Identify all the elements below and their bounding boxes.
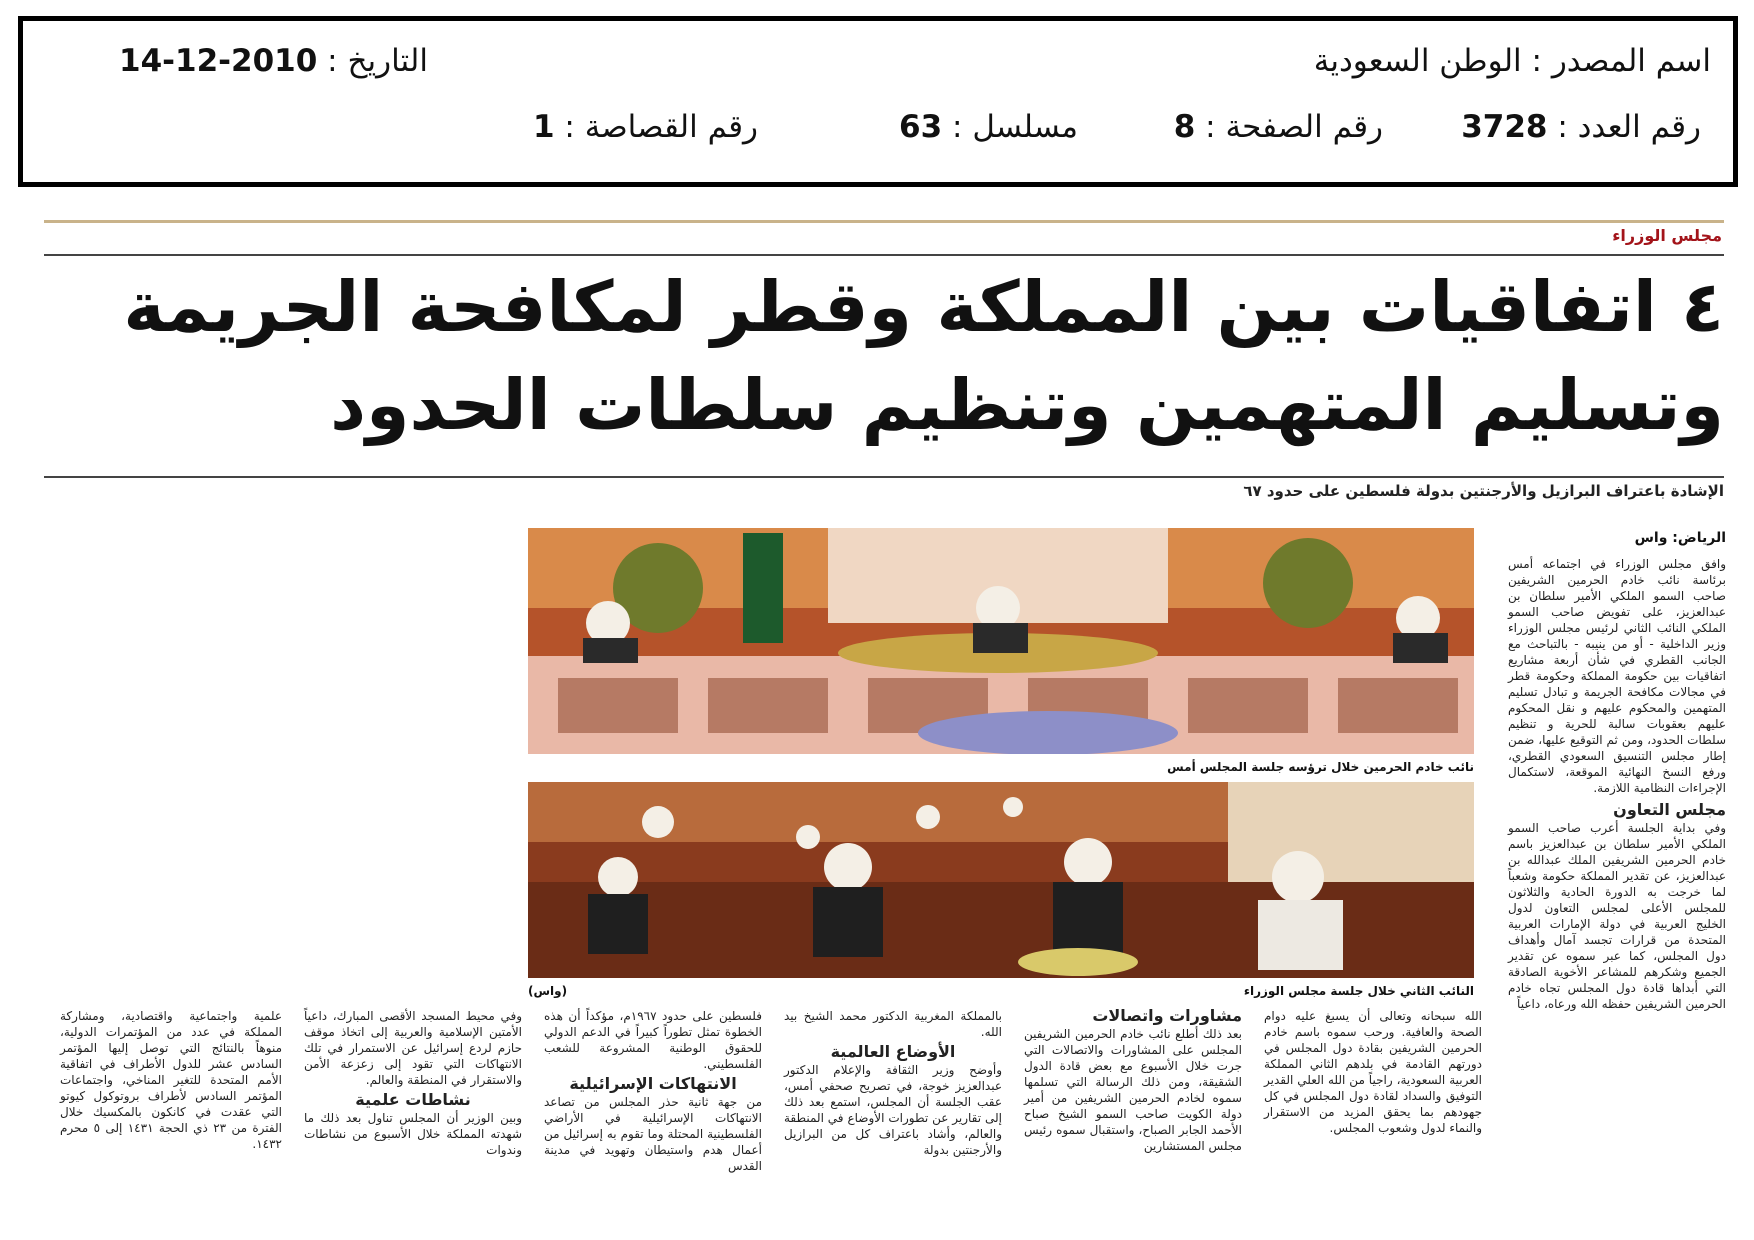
newspaper-clipping bbox=[0, 200, 1754, 1240]
article-column-6 bbox=[304, 1008, 522, 1228]
column-4-paragraph-1: بالمملكة المغربية الدكتور محمد الشيخ بيد الله. bbox=[784, 1009, 1002, 1039]
section-divider bbox=[44, 254, 1724, 256]
column-5-paragraph-1: فلسطين على حدود ١٩٦٧م، مؤكداً أن هذه الخطوة تمثل تطوراً كبيراً في الدعم الدولي للحقوق الوطنية المشروعة للشعب الفلسطيني. bbox=[544, 1009, 763, 1071]
source-value: الوطن السعودية bbox=[1313, 43, 1522, 79]
column-1-paragraph-2: وفي بداية الجلسة أعرب صاحب السمو الملكي الأمير سلطان بن عبدالعزيز باسم خادم الحرمين الشريفين الملك عبدالله بن عبدالعزيز، عن تقدير المملكة حكومة وشعباً لما خرجت به الدورة الحادية والثلاثون للمجلس الأعلى لمجلس التعاون لدول الخليج العربية في دولة الإمارات العربية المتحدة من قرارات تجسد آمال وأهداف دول المجلس، كما عبر سموه عن تقدير الجميع وشكرهم للمشاعر الأخوية الصادقة التي أبداها قادة دول المجلس تجاه خادم الحرمين الشريفين حفظه الله ورعاه، داعياً bbox=[1508, 821, 1726, 1011]
article-column-7 bbox=[60, 1008, 282, 1228]
dateline: الرياض: واس bbox=[1634, 530, 1726, 546]
subheading-gcc: مجلس التعاون bbox=[1613, 800, 1726, 819]
subheading-consultations: مشاورات واتصالات bbox=[1092, 1006, 1242, 1025]
serial-value: 63 bbox=[899, 109, 943, 145]
issue-field bbox=[1461, 109, 1701, 145]
document-header-box bbox=[18, 16, 1738, 187]
column-2-paragraph: الله سبحانه وتعالى أن يسبغ عليه دوام الصحة والعافية. ورحب سموه باسم خادم الحرمين الشريفين بقادة دول المجلس في دورتهم القادمة في بلدهم الثاني المملكة العربية السعودية، راجياً من الله العلي القدير التوفيق والسداد لقادة دول المجلس في كل جهودهم بما يحقق المزيد من الاستقرار والنماء لدول وشعوب المجلس. bbox=[1264, 1009, 1482, 1135]
column-7-paragraph: علمية واجتماعية واقتصادية، ومشاركة المملكة في عدد من المؤتمرات الدولية، منوهاً بالنتائج التي توصل إليها المؤتمر السادس عشر للدول الأطراف في اتفاقية الأمم المتحدة للتغير المناخي، واجتماعات المؤتمر السادس لأطراف بروتوكول كيوتو التي عقدت في كانكون بالمكسيك خلال الفترة من ٢٣ ذي الحجة ١٤٣١ إلى ٥ محرم ١٤٣٢. bbox=[60, 1009, 282, 1151]
column-5-paragraph-2: من جهة ثانية حذر المجلس من تصاعد الانتهاكات الإسرائيلية في الأراضي الفلسطينية المحتلة وما تقوم به إسرائيل من أعمال هدم واستيطان وتهويد في مدينة القدس bbox=[544, 1095, 762, 1173]
date-value: 2010-12-14 bbox=[119, 43, 318, 79]
issue-value: 3728 bbox=[1461, 109, 1548, 145]
headline-line-1: ٤ اتفاقيات بين المملكة وقطر لمكافحة الجريمة bbox=[123, 266, 1724, 348]
subheading-world-affairs: الأوضاع العالمية bbox=[830, 1042, 956, 1061]
serial-label: مسلسل : bbox=[952, 109, 1078, 145]
clip-value: 1 bbox=[532, 109, 555, 145]
photo-2-caption: النائب الثاني خلال جلسة مجلس الوزراء bbox=[1243, 984, 1474, 998]
date-field bbox=[119, 43, 428, 79]
column-3-paragraph: بعد ذلك أطلع نائب خادم الحرمين الشريفين المجلس على المشاورات والاتصالات التي جرت خلال الأسبوع مع بعض قادة الدول الشقيقة، ومن ذلك الرسالة التي تسلمها سموه لخادم الحرمين الشريفين من أمير دولة الكويت صاحب السمو الشيخ صباح الأحمد الجابر الصباح، واستقبال سموه رئيس مجلس المستشارين bbox=[1024, 1027, 1242, 1153]
column-6-paragraph-2: وبين الوزير أن المجلس تناول بعد ذلك ما شهدته المملكة خلال الأسبوع من نشاطات وندوات bbox=[304, 1111, 522, 1157]
headline-line-2: وتسليم المتهمين وتنظيم سلطات الحدود bbox=[330, 364, 1724, 446]
headline-divider bbox=[44, 476, 1724, 478]
photo-cabinet-session-1 bbox=[528, 528, 1474, 754]
article-column-1 bbox=[1508, 556, 1726, 1236]
page-value: 8 bbox=[1173, 109, 1196, 145]
page-field bbox=[1174, 109, 1383, 145]
issue-label: رقم العدد : bbox=[1557, 109, 1701, 145]
article-column-2 bbox=[1264, 1008, 1482, 1228]
section-label: مجلس الوزراء bbox=[1612, 226, 1722, 245]
article-column-3 bbox=[1024, 1008, 1242, 1228]
article-column-5 bbox=[544, 1008, 762, 1228]
date-label: التاريخ : bbox=[327, 43, 428, 79]
clip-label: رقم القصاصة : bbox=[564, 109, 758, 145]
subheading-scientific-activities: نشاطات علمية bbox=[355, 1090, 471, 1109]
photo-2-credit: (واس) bbox=[528, 984, 568, 998]
column-4-paragraph-2: وأوضح وزير الثقافة والإعلام الدكتور عبدالعزيز خوجة، في تصريح صحفي أمس، عقب الجلسة أن المجلس، استمع بعد ذلك إلى تقارير عن تطورات الأوضاع في المنطقة والعالم، وأشاد باعتراف كل من البرازيل والأرجنتين بدولة bbox=[784, 1063, 1002, 1157]
serial-field bbox=[899, 109, 1078, 145]
page-label: رقم الصفحة : bbox=[1205, 109, 1383, 145]
source-label: اسم المصدر : bbox=[1531, 43, 1711, 79]
photo-1-caption: نائب خادم الحرمين خلال ترؤسه جلسة المجلس أمس bbox=[1167, 760, 1474, 774]
column-6-paragraph-1: وفي محيط المسجد الأقصى المبارك، داعياً الأمتين الإسلامية والعربية إلى اتخاذ موقف حازم لردع إسرائيل عن الاستمرار في تلك الانتهاكات التي تقود إلى زعزعة الأمن والاستقرار في المنطقة والعالم. bbox=[304, 1009, 522, 1087]
source-field bbox=[1314, 43, 1711, 79]
article-column-4 bbox=[784, 1008, 1002, 1228]
subheading-israeli-violations: الانتهاكات الإسرائيلية bbox=[569, 1074, 737, 1093]
top-divider bbox=[44, 220, 1724, 223]
photo-cabinet-session-2 bbox=[528, 782, 1474, 978]
column-1-paragraph-1: وافق مجلس الوزراء في اجتماعه أمس برئاسة نائب خادم الحرمين الشريفين صاحب السمو الملكي الأمير سلطان بن عبدالعزيز، على تفويض صاحب السمو الملكي النائب الثاني لرئيس مجلس الوزراء وزير الداخلية - أو من ينيبه - بالتباحث مع الجانب القطري في شأن أربعة مشاريع اتفاقيات بين حكومة المملكة وحكومة قطر في مجالات مكافحة الجريمة و تبادل تسليم المتهمين والمحكوم عليهم و نقل المحكوم عليهم بعقوبات سالبة للحرية و تنظيم سلطات الحدود، ومن ثم التوقيع عليها، ضمن إطار مجلس التنسيق السعودي القطري، ورفع النسخ النهائية الموقعة، لاستكمال الإجراءات النظامية اللازمة. bbox=[1508, 557, 1726, 795]
clip-field bbox=[533, 109, 758, 145]
deck-subheadline: الإشادة باعتراف البرازيل والأرجنتين بدولة فلسطين على حدود ٦٧ bbox=[1243, 482, 1724, 500]
